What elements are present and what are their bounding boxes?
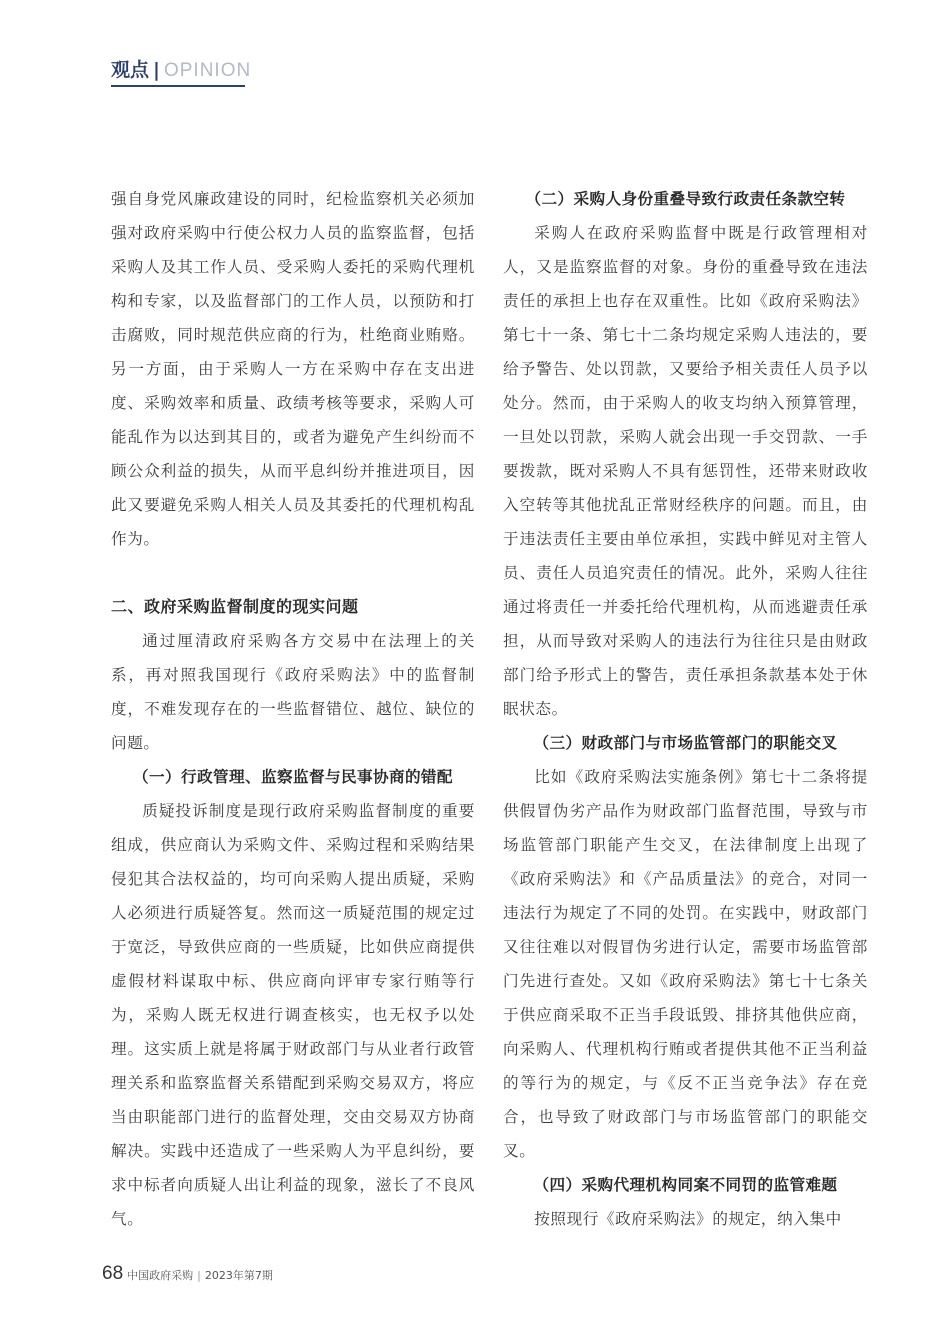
subsection-heading-1: （一）行政管理、监察监督与民事协商的错配 (133, 768, 453, 786)
section-header (111, 58, 251, 83)
issue-label: 2023年第7期 (204, 1269, 273, 1282)
subsection-heading-2: （二）采购人身份重叠导致行政责任条款空转 (525, 190, 846, 208)
left-column (111, 182, 475, 1236)
subsection-heading-3: （三）财政部门与市场监管部门的职能交叉 (533, 734, 838, 752)
paragraph-continued: 强自身党风廉政建设的同时，纪检监察机关必须加强对政府采购中行使公权力人员的监察监督，包括采购人及其工作人员、受采购人委托的采购代理机构和专家，以及监督部门的工作人员，以预防和打击腐败，同时规范供应商的行为，杜绝商业贿赂。另一方面，由于采购人一方在采购中存在支出进度、采购效率和质量、政绩考核等要求，采购人可能乱作为以达到其目的，或者为避免产生纠纷而不顾公众利益的损失，从而平息纠纷并推进项目，因此又要避免采购人相关人员及其委托的代理机构乱作为。 (111, 190, 475, 548)
section-title-cn: 观点 (111, 59, 150, 81)
paragraph: 比如《政府采购法实施条例》第七十二条将提供假冒伪劣产品作为财政部门监督范围，导致与市场监管部门职能产生交叉，在法律制度上出现了《政府采购法》和《产品质量法》的竞合，对同一违法行为规定了不同的处罚。在实践中，财政部门又往往难以对假冒伪劣进行认定，需要市场监管部门先进行查处。又如《政府采购法》第七十七条关于供应商采取不正当手段诋毁、排挤其他供应商，向采购人、代理机构行贿或者提供其他不正当利益的等行为的规定，与《反不正当竞争法》存在竞合，也导致了财政部门与市场监管部门的职能交叉。 (503, 768, 868, 1160)
paragraph: 按照现行《政府采购法》的规定，纳入集中 (534, 1210, 842, 1228)
section-separator: | (153, 59, 160, 81)
spacer (111, 556, 475, 590)
page-footer (102, 1264, 273, 1286)
paragraph: 通过厘清政府采购各方交易中在法理上的关系，再对照我国现行《政府采购法》中的监督制度，不难发现存在的一些监督错位、越位、缺位的问题。 (111, 632, 475, 752)
subsection-heading-4: （四）采购代理机构同案不同罚的监管难题 (533, 1176, 838, 1194)
header-underline (111, 85, 245, 87)
page-number: 68 (102, 1263, 124, 1284)
section-title-en: OPINION (163, 60, 252, 81)
magazine-name: 中国政府采购 (127, 1269, 194, 1282)
paragraph: 采购人在政府采购监督中既是行政管理相对人，又是监察监督的对象。身份的重叠导致在违法责任的承担上也存在双重性。比如《政府采购法》第七十一条、第七十二条均规定采购人违法的，要给予警告、处以罚款，又要给予相关责任人员予以处分。然而，由于采购人的收支均纳入预算管理，一旦处以罚款，采购人就会出现一手交罚款、一手要拨款，既对采购人不具有惩罚性，还带来财政收入空转等其他扰乱正常财经秩序的问题。而且，由于违法责任主要由单位承担，实践中鲜见对主管人员、责任人员追究责任的情况。此外，采购人往往通过将责任一并委托给代理机构，从而逃避责任承担，从而导致对采购人的违法行为往往只是由财政部门给予形式上的警告，责任承担条款基本处于休眠状态。 (503, 224, 868, 718)
section-heading: 二、政府采购监督制度的现实问题 (111, 597, 359, 616)
right-column (503, 182, 868, 1236)
footer-separator: | (197, 1269, 201, 1282)
paragraph: 质疑投诉制度是现行政府采购监督制度的重要组成，供应商认为采购文件、采购过程和采购结果侵犯其合法权益的，均可向采购人提出质疑，采购人必须进行质疑答复。然而这一质疑范围的规定过于宽泛，导致供应商的一些质疑，比如供应商提供虚假材料谋取中标、供应商向评审专家行贿等行为，采购人既无权进行调查核实，也无权予以处理。这实质上就是将属于财政部门与从业者行政管理关系和监察监督关系错配到采购交易双方，将应当由职能部门进行的监督处理，交由交易双方协商解决。实践中还造成了一些采购人为平息纠纷，要求中标者向质疑人出让利益的现象，滋长了不良风气。 (111, 802, 475, 1228)
